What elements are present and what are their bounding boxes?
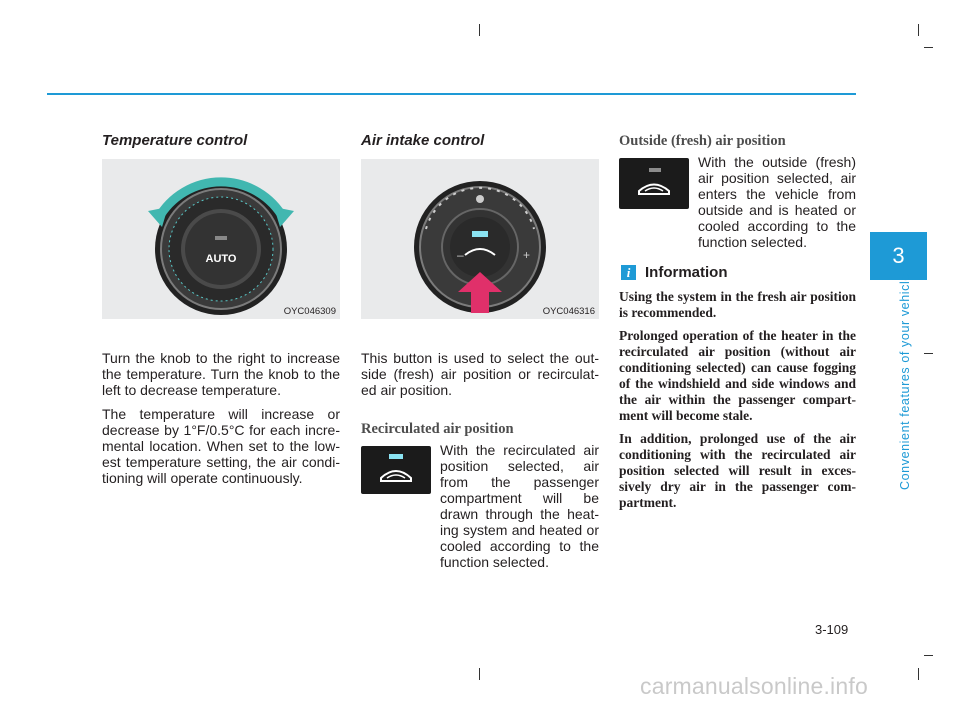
crop-mark bbox=[924, 353, 933, 354]
recirculated-heading: Recirculated air position bbox=[361, 421, 514, 437]
fresh-air-body: With the outside (fresh) air position selected, air enters the vehicle from outside and is heated or cooled according to the function selected. bbox=[698, 154, 856, 250]
crop-mark bbox=[479, 24, 480, 36]
crop-mark bbox=[924, 47, 933, 48]
temperature-paragraph: The temperature will increase or decrease by 1°F/0.5°C for each incre-mental location. When set to the low-est temperature setting, the air condi-tioning will operate continuously. bbox=[102, 406, 340, 486]
svg-text:–: – bbox=[457, 248, 464, 262]
info-icon: i bbox=[621, 265, 636, 280]
svg-text:+: + bbox=[523, 248, 531, 262]
crop-mark bbox=[924, 655, 933, 656]
information-paragraph: Prolonged operation of the heater in the recirculated air position (without air conditioning selected) can cause fogging of the windshield and side windows and the air within the passenger compart-ment will become stale. bbox=[619, 328, 856, 423]
fresh-air-button-icon bbox=[619, 158, 689, 209]
fresh-air-heading: Outside (fresh) air position bbox=[619, 133, 786, 149]
recirculated-air-button-icon bbox=[361, 446, 431, 494]
crop-mark bbox=[918, 24, 919, 36]
chapter-title: Convenient features of your vehicle bbox=[898, 273, 912, 490]
information-body bbox=[619, 289, 856, 518]
temperature-knob-figure bbox=[102, 159, 340, 319]
temperature-paragraph: Turn the knob to the right to increase the temperature. Turn the knob to the left to decrease temperature. bbox=[102, 350, 340, 398]
air-intake-heading: Air intake control bbox=[361, 132, 485, 149]
air-intake-body: This button is used to select the out-side (fresh) air position or recirculat-ed air position. bbox=[361, 350, 599, 398]
information-paragraph: In addition, prolonged use of the air conditioning with the recirculated air position selected will result in exces-sively dry air in the passenger com-partment. bbox=[619, 431, 856, 510]
temperature-control-heading: Temperature control bbox=[102, 132, 248, 149]
page-number: 3-109 bbox=[815, 622, 849, 637]
watermark: carmanualsonline.info bbox=[640, 673, 868, 699]
information-heading: Information bbox=[645, 264, 728, 281]
temperature-knob-illustration bbox=[102, 159, 340, 319]
chapter-tab: 3 bbox=[870, 232, 927, 280]
figure-code: OYC046309 bbox=[283, 306, 336, 317]
air-intake-figure bbox=[361, 159, 599, 319]
header-rule bbox=[47, 93, 856, 95]
information-paragraph: Using the system in the fresh air position is recommended. bbox=[619, 289, 856, 320]
figure-code: OYC046316 bbox=[542, 306, 595, 317]
air-intake-illustration bbox=[361, 159, 599, 319]
crop-mark bbox=[479, 668, 480, 680]
recirculated-body: With the recirculated air position selected, air from the passenger compartment will be drawn through the heat-ing system and heated or cooled according to the function selected. bbox=[440, 442, 599, 570]
chapter-title-vertical bbox=[886, 273, 912, 494]
temperature-body bbox=[102, 350, 340, 494]
knob-auto-label: AUTO bbox=[205, 253, 237, 265]
crop-mark bbox=[918, 668, 919, 680]
